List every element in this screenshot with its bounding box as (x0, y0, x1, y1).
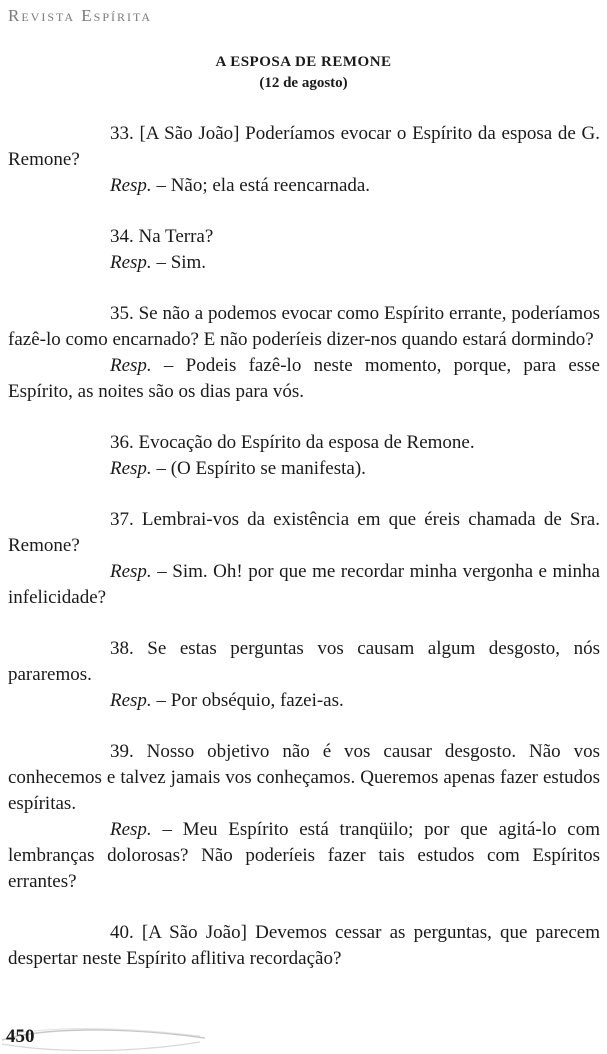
answer-body: – Por obséquio, fazei-as. (151, 690, 344, 711)
answer-text (8, 688, 600, 714)
article-body (8, 121, 600, 997)
article-date: (12 de agosto) (259, 75, 348, 91)
answer-text (8, 173, 600, 199)
answer-body: – Não; ela está reencarnada. (151, 175, 371, 196)
running-header: Revista Espírita (8, 6, 153, 25)
entry-39 (8, 739, 600, 895)
answer-text (8, 559, 600, 611)
answer-body: – Sim. (151, 252, 207, 273)
answer-label: Resp. (110, 561, 152, 582)
answer-body: – Meu Espírito está tranqüilo; por que agitá-lo com lembranças dolorosas? Não poderíeis fazer tais estudos com Espíritos errantes? (8, 819, 600, 892)
answer-body: – Sim. Oh! por que me recordar minha vergonha e minha infelicidade? (8, 561, 600, 608)
answer-text (8, 456, 600, 482)
entry-35 (8, 301, 600, 405)
question-text: 37. Lembrai-vos da existência em que éreis chamada de Sra. Remone? (8, 509, 600, 556)
question-text: 38. Se estas perguntas vos causam algum desgosto, nós pararemos. (8, 638, 600, 685)
question-text: 36. Evocação do Espírito da esposa de Remone. (110, 432, 475, 453)
answer-body: – Podeis fazê-lo neste momento, porque, para esse Espírito, as noites são os dias para vós. (8, 355, 600, 402)
entry-33 (8, 121, 600, 199)
entry-38 (8, 636, 600, 714)
page-number: 450 (6, 1026, 35, 1047)
question-text: 33. [A São João] Poderíamos evocar o Espírito da esposa de G. Remone? (8, 123, 600, 170)
answer-text (8, 817, 600, 895)
answer-text (8, 353, 600, 405)
answer-label: Resp. (110, 690, 152, 711)
question-text: 34. Na Terra? (110, 226, 214, 247)
answer-label: Resp. (110, 175, 152, 196)
article-title: A ESPOSA DE REMONE (215, 54, 392, 70)
entry-36 (8, 430, 600, 482)
entry-40 (8, 920, 600, 972)
question-text: 35. Se não a podemos evocar como Espírito errante, poderíamos fazê-lo como encarnado? E não poderíeis dizer-nos quando estará dormindo? (8, 303, 600, 350)
answer-label: Resp. (110, 458, 152, 479)
entry-34 (8, 224, 600, 276)
answer-label: Resp. (110, 355, 152, 376)
entry-37 (8, 507, 600, 611)
answer-label: Resp. (110, 819, 152, 840)
answer-label: Resp. (110, 252, 152, 273)
question-text: 40. [A São João] Devemos cessar as perguntas, que parecem despertar neste Espírito aflitiva recordação? (8, 922, 600, 969)
answer-text (8, 250, 600, 276)
question-text: 39. Nosso objetivo não é vos causar desgosto. Não vos conhecemos e talvez jamais vos conheçamos. Queremos apenas fazer estudos espíritas. (8, 741, 600, 814)
article-heading (0, 54, 607, 92)
answer-body: – (O Espírito se manifesta). (151, 458, 366, 479)
